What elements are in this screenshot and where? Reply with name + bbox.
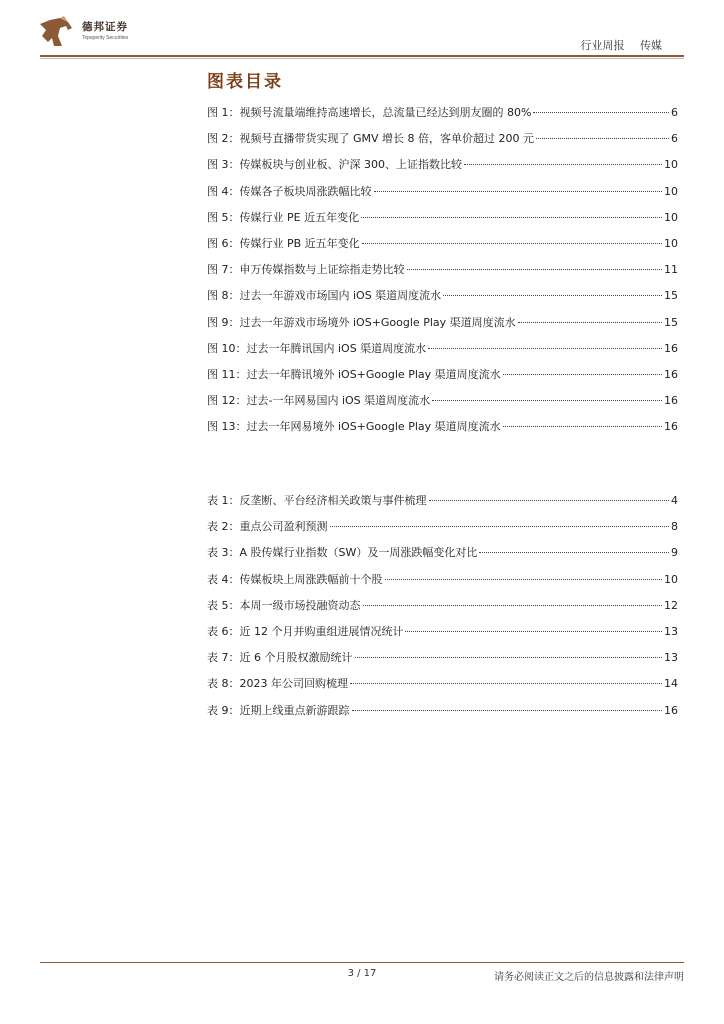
figure-entry-label: 图 7：申万传媒指数与上证综指走势比较 [207,263,405,277]
figure-entry-label: 图 12：过去-一年网易国内 iOS 渠道周度流水 [207,394,431,408]
figure-entry-label: 图 3：传媒板块与创业板、沪深 300、上证指数比较 [207,158,462,172]
dot-leader [407,269,663,270]
table-entry-page: 12 [664,598,678,612]
table-entry-label: 表 3：A 股传媒行业指数（SW）及一周涨跌幅变化对比 [207,546,478,560]
table-entry-page: 13 [664,624,678,638]
logo-text: 德邦证券 [82,21,128,33]
figure-entry[interactable] [207,366,678,392]
table-entry[interactable] [207,518,678,544]
figure-entry[interactable] [207,340,678,366]
figure-entry[interactable] [207,104,678,130]
figure-entry[interactable] [207,130,678,156]
figure-entry-page: 6 [671,106,678,119]
table-entry-label: 表 5：本周一级市场投融资动态 [207,598,361,612]
figure-entry-label: 图 9：过去一年游戏市场境外 iOS+Google Play 渠道周度流水 [207,315,516,329]
figure-entry-label: 图 5：传媒行业 PE 近五年变化 [207,210,360,224]
dot-leader [533,112,669,113]
figure-entry[interactable] [207,183,678,209]
figure-entry-page: 10 [664,184,678,198]
table-entry-label: 表 8：2023 年公司回购梳理 [207,677,348,691]
table-entry-label: 表 1：反垄断、平台经济相关政策与事件梳理 [207,494,427,507]
table-entry-label: 表 6：近 12 个月并购重组进展情况统计 [207,624,404,638]
dot-leader [429,500,670,501]
table-entry-label: 表 2：重点公司盈利预测 [207,520,328,534]
dot-leader [428,348,662,349]
logo-subtitle: Topsperity Securities [82,35,129,41]
figure-entry[interactable] [207,287,678,313]
header-tags [569,37,663,53]
table-entry-page: 9 [671,546,678,560]
dot-leader [536,138,669,139]
dot-leader [503,426,662,427]
table-entry[interactable] [207,597,678,623]
table-entry[interactable] [207,623,678,649]
figure-entry-page: 15 [664,289,678,303]
figure-entry-label: 图 6：传媒行业 PB 近五年变化 [207,236,360,250]
figure-entry-page: 16 [664,420,678,434]
table-entry-page: 16 [664,703,678,717]
dot-leader [405,631,662,632]
figure-entry-label: 图 1：视频号流量端维持高速增长，总流量已经达到朋友圈的 80% [207,106,532,119]
bull-logo-icon [38,16,74,48]
footer-divider [40,962,684,963]
figure-entry-page: 6 [671,132,678,146]
header-divider-thin [40,58,684,59]
figure-entry[interactable] [207,392,678,418]
dot-leader [464,164,662,165]
page-number: 3 / 17 [347,968,377,979]
dot-leader [518,322,662,323]
table-entry-page: 13 [664,651,678,665]
dot-leader [479,552,669,553]
footer-disclaimer: 请务必阅读正文之后的信息披露和法律声明 [494,972,684,983]
table-entry[interactable] [207,649,678,675]
figure-entry-label: 图 13：过去一年网易境外 iOS+Google Play 渠道周度流水 [207,420,501,434]
figure-entry[interactable] [207,156,678,182]
figure-entry-page: 11 [664,263,678,277]
table-entry-label: 表 9：近期上线重点新游跟踪 [207,703,350,717]
table-list [207,492,678,728]
figure-entry[interactable] [207,418,678,444]
table-entry-page: 10 [664,572,678,586]
dot-leader [361,217,662,218]
dot-leader [363,605,663,606]
dot-leader [330,526,670,527]
figure-entry-page: 10 [664,210,678,224]
dot-leader [432,400,662,401]
dot-leader [443,295,662,296]
figure-entry-page: 16 [664,341,678,355]
dot-leader [374,191,663,192]
report-sector: 传媒 [640,39,662,52]
table-entry[interactable] [207,492,678,518]
figure-entry-label: 图 10：过去一年腾讯国内 iOS 渠道周度流水 [207,341,427,355]
dot-leader [352,710,663,711]
company-logo [38,16,148,50]
figure-entry-label: 图 8：过去一年游戏市场国内 iOS 渠道周度流水 [207,289,442,303]
report-category: 行业周报 [580,39,625,52]
figure-entry-page: 10 [664,236,678,250]
toc-title: 图表目录 [207,72,283,92]
table-entry-page: 4 [671,494,678,507]
figure-list [207,104,678,444]
table-entry[interactable] [207,702,678,728]
header-divider [40,55,684,57]
figure-entry-label: 图 2：视频号直播带货实现了 GMV 增长 8 倍，客单价超过 200 元 [207,132,535,146]
table-entry-page: 14 [664,677,678,691]
table-entry-label: 表 4：传媒板块上周涨跌幅前十个股 [207,572,383,586]
table-entry[interactable] [207,571,678,597]
figure-entry[interactable] [207,261,678,287]
dot-leader [350,683,662,684]
figure-entry-label: 图 4：传媒各子板块周涨跌幅比较 [207,184,372,198]
figure-entry-page: 16 [664,394,678,408]
figure-entry-page: 15 [664,315,678,329]
figure-entry[interactable] [207,235,678,261]
figure-entry-page: 16 [664,367,678,381]
dot-leader [355,657,663,658]
dot-leader [385,579,663,580]
table-entry-page: 8 [671,520,678,534]
figure-entry-page: 10 [664,158,678,172]
dot-leader [503,374,662,375]
dot-leader [362,243,662,244]
figure-entry-label: 图 11：过去一年腾讯境外 iOS+Google Play 渠道周度流水 [207,367,501,381]
table-entry[interactable] [207,544,678,570]
figure-entry[interactable] [207,209,678,235]
table-entry[interactable] [207,675,678,701]
table-entry-label: 表 7：近 6 个月股权激励统计 [207,651,353,665]
figure-entry[interactable] [207,314,678,340]
